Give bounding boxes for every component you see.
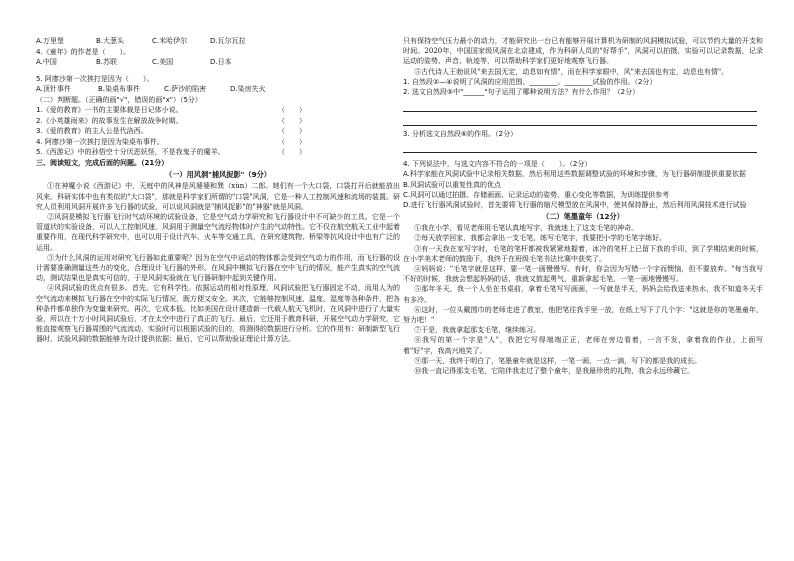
option-d[interactable]: D.瓦尔瓦拉 [210,37,246,45]
passage2-title: （二）笔墨童年（12分） [542,212,624,222]
paragraph: ⑥这时，一位头戴围巾的老师走进了教室，他把笔往我手里一放，在纸上写下了几个字："这就是你的笔墨童年，努力吧！" [403,305,763,325]
option-d[interactable]: D.染房失火 [230,85,266,93]
answer-line[interactable] [403,139,757,153]
option-c[interactable]: C.美国 [152,58,174,66]
option-d[interactable]: D.进行飞行器风洞试验时，首先要将飞行器的缩尺模型放在风洞中，使其保持静止，然后利用风洞技术进行试验 [403,201,747,210]
paragraph: ⑦于是，我就拿起那支毛笔，继续练习。 [414,326,541,335]
answer-line[interactable] [403,98,757,112]
paragraph: ⑧我写的第一个字是"人"，我把它写得端端正正，老师在旁边看着，一言不发，拿着我的作业，上面写着"好"字，我高兴地笑了。 [403,336,763,355]
question-3: 3. 分析选文自然段⑥的作用。（2分） [403,129,518,138]
paragraph: ⑤那年冬天，我一个人坐在书桌前，拿着毛笔写写画画，一写就是半天，妈妈会给我送来热水，我不知道冬天手有多冷。 [403,285,763,304]
q3-options [36,36,400,47]
tf-item: 1.《爱的教育》一书的主要体裁是日记体小说。 （ ） [36,106,306,114]
paragraph: ⑩我一直记得那支毛笔，它陪伴我走过了整个童年，是我最珍贵的礼物，我会永远珍藏它。 [414,367,695,376]
q4-options [403,169,763,210]
option-a[interactable]: A.中国 [36,58,57,66]
passage1-title: （一）用风洞"捕风捉影"（9分） [165,170,271,180]
tf-item: 2.《小英雄雨来》的故事发生在解放战争时期。 （ ） [36,116,306,125]
paragraph: ④妈妈说："毛笔字就是这样，要一笔一画慢慢写。有时，你会因为写错一个字而懊恼，但不要放弃。"每当我写不好的时候，我就会想起妈妈的话，我就又鼓起勇气，重新拿起毛笔，一笔一画地慢慢写。 [403,265,763,284]
paragraph: ①我在小学，看见老师用毛笔认真地写字，我就迷上了这支毛笔的神奇。 [414,224,639,233]
answer-blank[interactable]: （ ） [278,106,306,114]
tf-header: （二）判断题。（正确的画"√"，错误的画"x"）（5分） [36,95,202,104]
answer-blank[interactable]: （ ） [278,148,306,157]
option-a[interactable]: A.万里堡 [36,37,64,45]
passage1-continued [403,36,763,77]
paragraph: 只有保持空气压力最小的动力，才能研究出一台已有能够开展计算机为研制的风洞模拟试验，可以节约大量的开支和时间。2020年，中国国家级风洞在北京建成，作为科研人员的"好帮手"，风洞可以拍摄，实验可以记录数据，记录运动的姿势、声音、轨迹等，可以帮助科学家们更好地观察飞行器。 [403,37,763,66]
option-c[interactable]: C.萨沙的陷害 [164,85,207,93]
option-a[interactable]: A.科学家能在风洞试验中记录相关数据，然后利用这些数据调整试验的环境和步骤，为飞行器研制提供重要依据 [403,170,746,179]
right-column [403,36,763,458]
question-4: 4. 下列说法中，与选文内容不符合的一项是（ ）。（2分） [403,160,592,169]
answer-blank[interactable]: （ ） [278,127,306,136]
paragraph: ②每天放学回家，我都会拿出一支毛笔，练写毛笔字，我要把小学的毛笔字练好。 [414,234,667,243]
answer-line[interactable] [403,112,757,126]
answer-blank[interactable]: （ ） [278,116,306,125]
q4-options [36,57,400,68]
paragraph: ①在神魔小说《西游记》中，天庭中的风神是风婆婆和巽（xùn）二郎。她们有一个大口袋，口袋打开后就能放出风来。科研实体中也有类似的"大口袋"，那就是科学家们所谓的"口袋"风洞，它是一种人工控制风速和流场的装置。研究人员利用风洞开展许多飞行器的试验，可以说风洞就是"捕风捉影"的"神器"就是风洞。 [36,182,400,211]
tf-list [36,105,306,158]
option-b[interactable]: B.风洞试验可以重复性真的优点 [403,180,502,189]
paragraph: ③有一天我在家写字时，毛笔的笔杆都被我紧紧地握着，冰冷的笔杆上已留下我的手印，到了学期结束的时候，在小学美术老师的鼓励下，我终于在班级毛笔书法比赛中获奖了。 [403,244,763,263]
option-b[interactable]: B.苏联 [96,58,118,66]
option-b[interactable]: B.大葱头 [96,37,125,45]
q4-text: 4.《童年》的作者是（ ）。 [36,47,131,56]
passage2-body [403,223,763,458]
option-b[interactable]: B.染桌布事件 [98,85,141,93]
q5-options [36,84,400,95]
paragraph: ③为什么风洞的运用对研究飞行器如此重要呢？因为在空气中运动的物体都会受到空气动力的作用，而飞行器的设计需要准确测量这些力的变化，合理设计飞行器的外形。在风洞中模拟飞行器在空中飞行的情况，能产生真实的空气流动，测试结果也是真实可信的，于是风洞实验就在飞行器研制中起到关键作用。 [36,253,400,283]
tf-item: 4. 阿廖沙第一次挨打是因为染桌布事件。 （ ） [36,137,306,146]
option-c[interactable]: C.米哈伊尔 [152,37,188,45]
section3-title: 三、阅读短文，完成后面的问题。（21分） [36,158,169,167]
q5-text: 5. 阿廖沙第一次挨打是因为（ ）。 [36,74,154,83]
question-2: 2. 选文自然段⑤中"______"句子运用了哪种说明方法？有什么作用？（2分） [403,88,640,97]
option-a[interactable]: A.顶针事件 [36,85,71,93]
tf-item: 3.《爱的教育》的主人公是代洛西。 （ ） [36,127,306,136]
paragraph: ④风洞试验的优点有很多。首先，它有科学性。依据运动的相对性原理，风洞试验把飞行器固定不动，而用人为的空气流动来模拟飞行器在空中的实际飞行情况，既方便又安全。其次，它能够控制风速、温度、湿度等各种条件，把各种条件都单独作为变量来研究。再次，它成本低。比如美国在设计建造新一代载人航天飞机时，在风洞中进行了大量实验，所以在十万小时风洞试验后，才在太空中进行了真正的飞行。最后，它还用于教育科研，开展空气动力学研究，它能直接观察飞行器周围的气流流动，实验时可以根据试验的目的，将测得的数据进行分析。它的作用有：研制新型飞行器时，试验风洞的数据能够为设计提供依据；最后，它可以帮助验证理论计算方法。 [36,284,400,344]
paragraph: ⑨那一天，我终于明白了，笔墨童年就是这样，一笔一画，一点一滴，写下的都是我的成长。 [414,356,702,365]
left-column [36,36,400,481]
option-d[interactable]: D.日本 [210,58,232,66]
answer-blank[interactable]: （ ） [278,137,306,146]
paragraph: ⑤古代诗人王勃说风"来去国无定，动息如有情"，而在科学家眼中，风"来去国也有定，动息也有情"。 [414,67,729,76]
question-1: 1. 自然段②—④说明了风洞的应用范围、________、________试验的作用。（2分） [403,77,657,86]
paragraph: ②风洞是模拟飞行器飞行时气动环境的试验设备，它是空气动力学研究和飞行器设计中不可缺少的工具。它是一个管道状的实验设备，可以人工控制风速，风洞用于测量空气流经物体时产生的气动特性。它不仅在航空航天工业中起着重要作用，在现代科学研究中，也可以用于设计汽车、火车等交通工具，在研究建筑物、桥梁等抗风设计中也有广泛的运用。 [36,212,400,252]
tf-item: 5.《西游记》中的孙悟空十分厌恶妖怪，不是我鬼子的魔羊。 （ ） [36,148,306,157]
passage1-body [36,181,400,481]
option-c[interactable]: C.风洞可以通过拍摄、存储画面、记录运动的姿势、重心变化等数据，为训练提供参考 [403,190,670,199]
